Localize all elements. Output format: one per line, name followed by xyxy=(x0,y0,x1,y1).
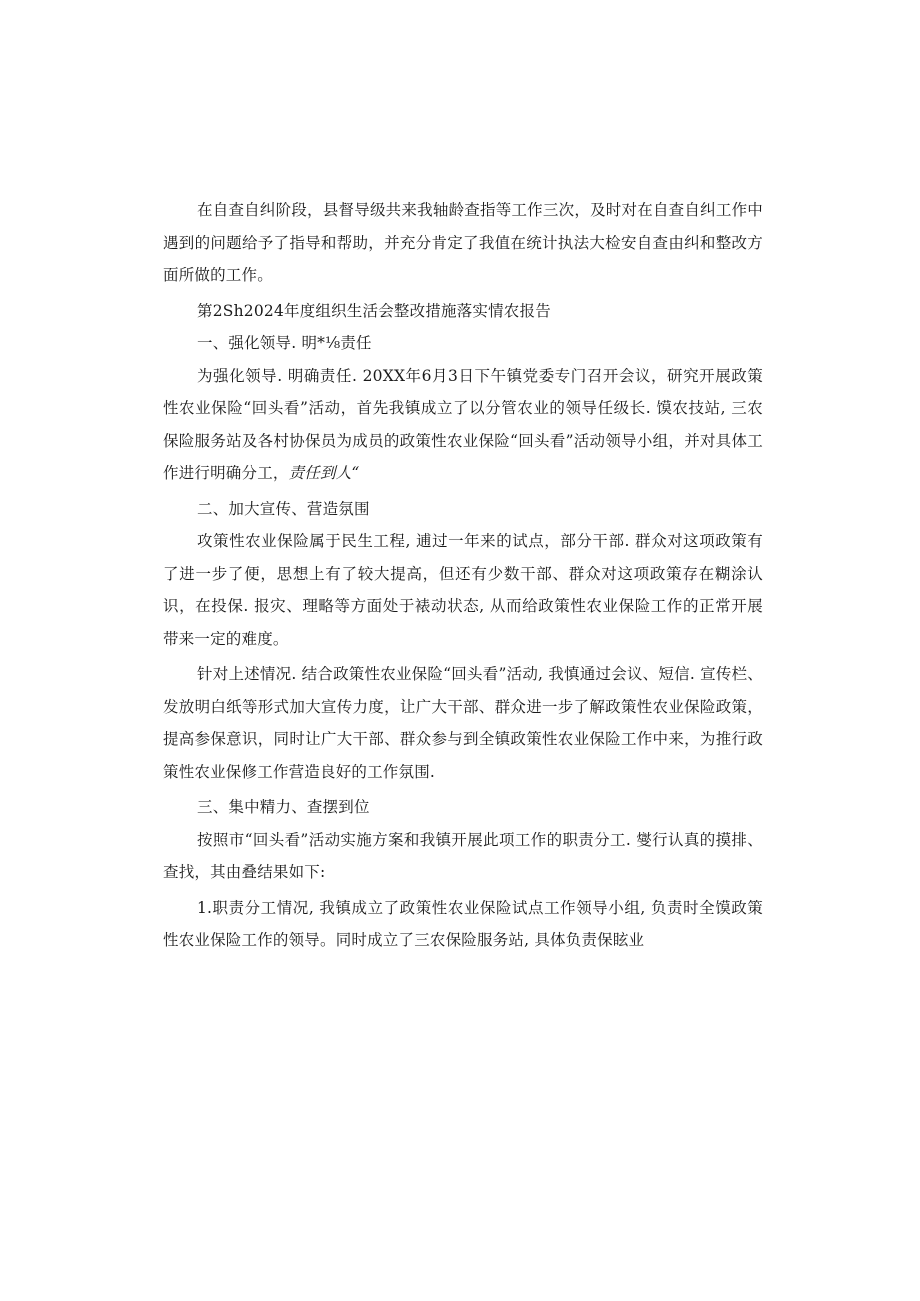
paragraph-self-inspection: 在自查自纠阶段，县督导级共来我轴龄查指等工作三次，及时对在自查自纠工作中遇到的问题给予了指导和帮助，并充分肯定了我值在统计执法大检安自查由纠和整改方面所做的工作。 xyxy=(163,201,763,284)
paragraph-leadership-tail: 责任到人“ xyxy=(288,464,360,482)
paragraph-leadership xyxy=(163,360,763,490)
paragraph-leadership-main: 为强化领导. 明确责任. 20XX年6月3日下午镇党委专门召开会议，研究开展政策性农业保险“回头看”活动，首先我镇成立了以分管农业的领导任级长. 馍农技站, 三农保险服务站及各村协保员为成员的政策性农业保险“回头看”活动领导小组，并对具体工作进行明确分工， xyxy=(163,366,763,482)
section-heading-3: 三、集中精力、查摆到位 xyxy=(197,798,370,816)
paragraph-investigation: 按照市“回头看”活动实施方案和我镇开展此项工作的职责分工. 燮行认真的摸排、查找，其由叠结果如下: xyxy=(163,830,763,881)
document-body xyxy=(163,194,763,957)
paragraph-responsibility: 1.职责分工情况, 我镇成立了政策性农业保险试点工作领导小组, 负责时全馍政策性农业保险工作的领导。同时成立了三农保险服务站, 具体负责保眩业 xyxy=(163,898,763,949)
section-heading-1: 一、强化领导. 明*⅛责任 xyxy=(197,334,372,352)
report-title: 第2Sh2024年度组织生活会整改措施落实情农报告 xyxy=(197,301,551,320)
paragraph-publicity: 针对上述情况. 结合政策性农业保险“回头看”活动, 我慎通过会议、短信. 宣传栏、发放明白纸等形式加大宣传力度，让广大干部、群众进一步了解政策性农业保险政策，提高参保意识，同时让广大干部、群众参与到全镇政策性农业保险工作中来，为推行政策性农业保修工作营造良好的工作氛围. xyxy=(163,665,763,781)
section-heading-2: 二、加大宣传、营造氛围 xyxy=(197,499,370,518)
paragraph-policy-awareness: 攻策性农业保险属于民生工程, 逋过一年来的试点，部分干部. 群众对这项政策有了进一步了便，思想上有了较大提高，但还有少数干部、群众对这项政策存在糊涂认识，在投保. 报灾、理略等方面处于裱动状态, 从而给政策性农业保险工作的正常开展带来一定的难度。 xyxy=(163,532,763,648)
